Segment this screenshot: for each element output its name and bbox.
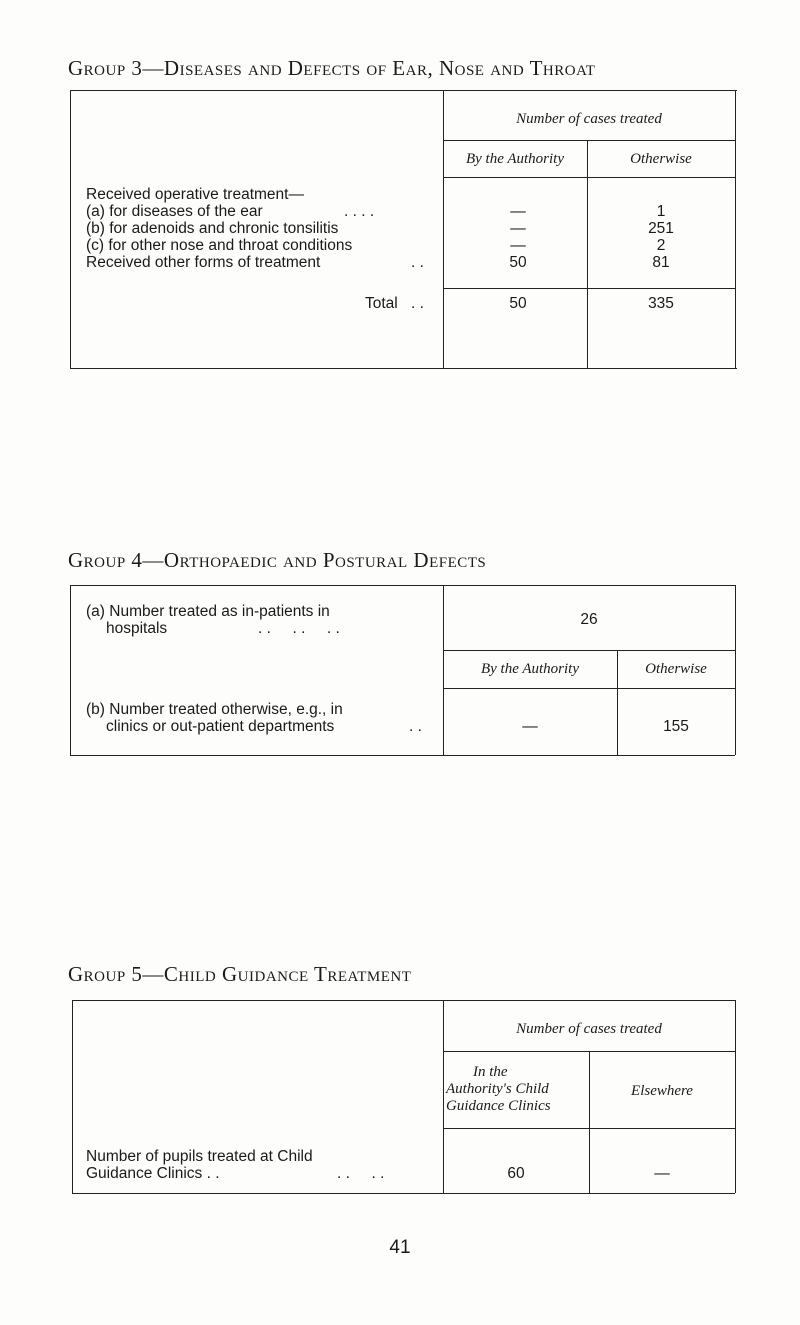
row-b-otherwise: 155 bbox=[663, 718, 689, 735]
group5-row-leader: . . . . bbox=[337, 1165, 385, 1182]
cell-otherwise: 1 bbox=[656, 203, 666, 220]
table-row bbox=[86, 221, 436, 237]
cell-authority: — bbox=[510, 220, 526, 237]
group3-title: Group 3—Diseases and Defects of Ear, Nose and Throat bbox=[68, 56, 596, 80]
group5-col-clinic bbox=[446, 1064, 589, 1115]
row-a-line1: (a) Number treated as in-patients in bbox=[86, 603, 330, 620]
row-b-leader: . . bbox=[409, 718, 422, 735]
col-clinic-line3: Guidance Clinics bbox=[446, 1098, 551, 1114]
row-label: (c) for other nose and throat conditions bbox=[86, 237, 353, 254]
table-row bbox=[86, 255, 436, 271]
total-leader: . . bbox=[411, 295, 424, 312]
group5-row-line1: Number of pupils treated at Child bbox=[86, 1148, 313, 1165]
cell-authority: — bbox=[510, 203, 526, 220]
group3-col-authority: By the Authority bbox=[465, 151, 565, 167]
group5-col-elsewhere: Elsewhere bbox=[631, 1083, 693, 1099]
row-a-leader: . . . . . . bbox=[258, 620, 340, 637]
group3-lead: Received operative treatment— bbox=[86, 186, 304, 203]
cell-otherwise: 81 bbox=[652, 254, 670, 271]
group3-header: Number of cases treated bbox=[516, 111, 662, 127]
row-label: (b) for adenoids and chronic tonsilitis bbox=[86, 220, 339, 237]
page-number: 41 bbox=[389, 1237, 411, 1258]
group4-col-otherwise: Otherwise bbox=[645, 661, 707, 677]
group4-title: Group 4—Orthopaedic and Postural Defects bbox=[68, 548, 487, 572]
row-label: (a) for diseases of the ear bbox=[86, 203, 263, 220]
cell-authority: 50 bbox=[509, 254, 527, 271]
table-row bbox=[86, 204, 436, 220]
cell-authority: — bbox=[510, 237, 526, 254]
row-b-line2: clinics or out-patient departments bbox=[106, 718, 335, 735]
row-leader: . . . . bbox=[344, 203, 375, 220]
row-a-line2: hospitals bbox=[106, 620, 168, 637]
cell-otherwise: 2 bbox=[656, 237, 666, 254]
group5-title: Group 5—Child Guidance Treatment bbox=[68, 962, 412, 986]
group3-col-otherwise: Otherwise bbox=[630, 151, 692, 167]
col-clinic-line1: In the bbox=[473, 1064, 508, 1080]
total-authority: 50 bbox=[509, 295, 527, 312]
group4-col-authority: By the Authority bbox=[480, 661, 580, 677]
row-b-authority: — bbox=[522, 718, 538, 735]
total-label: Total bbox=[365, 295, 398, 312]
group5-row-line2: Guidance Clinics . . bbox=[86, 1165, 220, 1182]
row-label: Received other forms of treatment bbox=[86, 254, 321, 271]
row-b-line1: (b) Number treated otherwise, e.g., in bbox=[86, 701, 343, 718]
row-a-value: 26 bbox=[580, 611, 598, 628]
group5-value-elsewhere: — bbox=[654, 1165, 670, 1182]
total-otherwise: 335 bbox=[648, 295, 674, 312]
cell-otherwise: 251 bbox=[648, 220, 674, 237]
col-clinic-line2: Authority's Child bbox=[446, 1081, 549, 1097]
group5-value-clinic: 60 bbox=[507, 1165, 525, 1182]
table-row bbox=[86, 238, 436, 254]
row-leader: . . bbox=[411, 254, 424, 271]
group5-header: Number of cases treated bbox=[516, 1021, 662, 1037]
